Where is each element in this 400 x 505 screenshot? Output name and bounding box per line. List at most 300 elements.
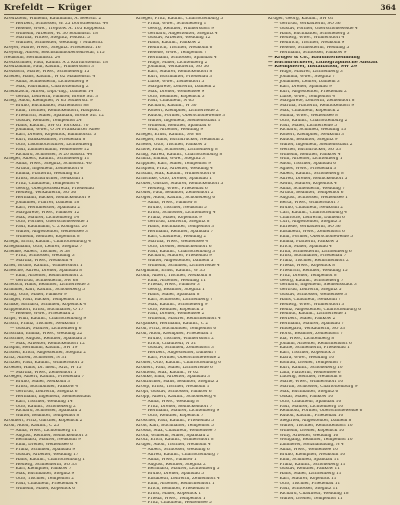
directory-entry: — Gustav, Maurer, Lichtenberg 6 [10, 327, 82, 331]
directory-entry: — Klara, Wwe., Wedding 10 [274, 356, 335, 361]
directory-entry: — Paul, Chauffeur, Friedenau 4 [10, 482, 78, 486]
directory-entry: — Frieda, Wwe., Köpenick 8 [274, 264, 335, 269]
directory-entry: — Hermann, Rentner, Spandau 7 [142, 230, 214, 235]
directory-entry: — Ernst, Maler, Köpenick 1 [142, 491, 202, 496]
directory-entry: — Luise, Wwe., Zehlendorf 5 [142, 79, 205, 84]
directory-entry: — Heinz, Angestellter, Charlottenburg 6 [274, 307, 361, 312]
directory-entry: Krippendorf, Ernst, Buchhalter, O 17 [4, 307, 84, 312]
directory-entry: — Erich, Beamter, Friedenau 8 [142, 486, 209, 491]
directory-entry: — Erna, Schneiderin, Lichtenberg 6 [274, 249, 352, 254]
directory-entry: — Willi, Arbeiter, Lichtenberg 1 [274, 157, 343, 162]
directory-entry: — August, Schlosser, Weißensee 1 [274, 196, 348, 201]
directory-entry: — Wilhelm, Dreher, Köpenick 10 [274, 428, 345, 433]
directory-entry: — Otto, Lokomotivführer, Lichtenberg [10, 142, 93, 147]
directory-entry: — August, Rentner, Reinickendorf 3 [10, 433, 88, 438]
directory-entry: — Georg, Beamter, Steglitz 1 [142, 288, 205, 293]
directory-entry: — Adolf, Tischler, Spandau 6 [274, 162, 337, 167]
directory-entry: — Otto, Chauffeur, Spandau 10 [274, 399, 342, 404]
directory-entry: — Walter, Beamter, Tempelhof 8 [10, 414, 80, 419]
directory-entry: — Minna, Wwe., Weißensee 8 [274, 113, 338, 118]
directory-entry: — Gerda, Lehrerin, Pankow, Breite Str. 3 [10, 94, 99, 99]
directory-entry: — Werner, Buchdrucker, SO 33 [274, 147, 342, 152]
directory-entry: — Karl, Schlosser, Lichtenberg 7 [142, 297, 213, 302]
directory-entry: — Paul, Kaufm., Charlottenburg 3 [142, 249, 216, 254]
directory-entry: — Luise, Wwe., Tempelhof 4 [274, 94, 336, 99]
directory-entry: — Marie, Wwe., Wilmersdorf 10 [274, 380, 344, 385]
directory-entry: — Hermann, Maurer, Spandau 7 [274, 322, 344, 327]
directory-entry: — August, Rentner, Steglitz 2 [142, 462, 206, 467]
directory-entry: Kriegsmann, Otto, Lehrer, Steglitz 7 [4, 244, 83, 249]
directory-entry: — Emil, Former, Oberschöneweide 5 [274, 234, 353, 239]
directory-entry: — Elisabeth, Wwe., Zehlendorf 6 [274, 230, 345, 235]
directory-entry: Kropp, Albert, Kaufm., Schöneberg 4 [136, 394, 216, 399]
directory-entry: — Otto, Beamter, Köpenick 3 [142, 94, 205, 99]
directory-entry: — Agnes, Wwe., Friedenau 3 [274, 167, 337, 172]
directory-entry: — Alfred, Kaufm., Charlottenburg 7 [142, 452, 220, 457]
directory-entry: — Konrad, Dreher, Tempelhof 7 [274, 360, 342, 365]
directory-entry: — Wilhelm, Rentner, Spandau 6 [142, 123, 211, 128]
directory-entry: — Hans, Kaufm., SW 61 Yorckstr. 70 [10, 123, 89, 128]
directory-entry: — Gertrud, Lehrerin, Steglitz 8 [142, 220, 210, 225]
directory-entry: Kroeger, Albert, Kaufm., Friedenau 7 [4, 375, 85, 380]
directory-entry: — Oskar, Maler, Pankow 10 [274, 394, 334, 399]
directory-entry: — Otto, Former, Oberschöneweide 1 [10, 220, 89, 225]
directory-entry: Kröber, Gustav, Maurer, Reinickendorf 5 [136, 181, 224, 186]
directory-entry: — Buchdruckerei, Lithographische Anstalt [268, 60, 378, 65]
directory-entry: — Erich, Chauffeur, N 31 [142, 341, 197, 346]
directory-entry: — Hermann, Schlosser, Spandau 4 [142, 55, 217, 60]
directory-entry: Krieg, Adolf, Klempner, N 65 Müllerstr. 9 [4, 99, 93, 104]
directory-entry: Krienke, Albert, Tischler, N 58 [4, 249, 70, 254]
directory-entry: — Anna, Schneiderin, Lichtenberg 9 [10, 79, 89, 84]
directory-entry: — Karl, Maurer, Köpenick 11 [274, 477, 337, 482]
directory-entry: — Ernst, Schlosser, Lichtenberg 4 [142, 210, 216, 215]
directory-entry: — Gertrud, Verkäuferin, SO 36 [274, 21, 341, 26]
directory-entry: — Paul, Kaufmann, C 2 Königstr. 20 [10, 225, 88, 230]
directory-entry: — Helene, Wwe., Treptow. A. 105 Koppelstr. [10, 26, 106, 31]
directory-entry: — Hans, Kaufm., Charlottenburg 1 [10, 457, 85, 462]
directory-entry: — Martin, Schlosser, Charlottenburg 9 [274, 385, 358, 390]
directory-entry: — Bruno, Maler, Neukölln 3 [10, 380, 71, 385]
directory-entry: — Arthur, Beamter, Tempelhof 6 [274, 191, 344, 196]
directory-entry: Krohn, Albert, Tischler, Neukölln 8 [136, 273, 212, 278]
column-right [268, 17, 396, 504]
directory-entry: — Gustav, Arbeiter, Wedding 12 [142, 36, 211, 41]
directory-entry: — Hedwig, Wwe., Friedenau 6 [142, 186, 208, 191]
directory-entry: — Hans, Buchhalter, Schöneberg 3 [274, 31, 350, 36]
directory-entry: — Bruno, Tischler, Neukölln 5 [142, 205, 207, 210]
directory-entry: — Alwin, Maurer, Köpenick 4 [274, 181, 337, 186]
directory-entry: — Margarete, Lehrerin, Zehlendorf 8 [274, 99, 355, 104]
directory-entry: Krönert, Paul, Maler, Lichterfelde 6 [136, 365, 213, 370]
directory-entry: — Gustav, Schmied, Zehlendorf 3 [142, 346, 214, 351]
directory-entry: Kropf, Gustav, Schlosser, Pankow 6 [136, 389, 212, 394]
directory-entry: — Anna, Wwe., Wedding 8 [142, 399, 199, 404]
directory-entry: Kriesel, Otto, Tischler, Pankow 5 [136, 142, 207, 147]
directory-entry: Krimmel, Karl, Kaufm., Schöneberg 5 [4, 288, 85, 293]
page-header [4, 2, 396, 15]
directory-entry: — Karl, Tischler, Köpenick 3 [274, 351, 335, 356]
directory-entry: — Richard, Schlosser, Spandau 5 [10, 409, 82, 414]
directory-entry: — Gustav, Arbeiter, Wedding 17 [10, 452, 79, 457]
directory-entry: — Karl, Former, Oberschöneweide 2 [142, 356, 221, 361]
directory-entry: — Heinrich, Tischler, Neukölln 9 [274, 41, 345, 46]
directory-entry: — Anna, Wwe., Lichtenberg 11 [10, 428, 77, 433]
directory-entry: Kreutzfeld, Wilhelm, Kaufmann, A. Beerstr. 2 [4, 17, 102, 21]
directory-entry: — Otto, Tischler, Tempelhof 2 [10, 477, 74, 482]
directory-entry: Krödel, Paul, Beamter, Zehlendorf 2 [136, 191, 214, 196]
directory-entry: — Karl, Tischler, Wedding 14 [10, 399, 73, 404]
directory-entry: Kriegel, Ernst, Kaufm., SW 68 [136, 133, 201, 138]
directory-entry: — Max, Chauffeur, Köpenick 2 [274, 109, 340, 114]
directory-entry: — Käthe, Schneiderin, Friedenau 1 [274, 346, 350, 351]
directory-entry: — Friedrich, Maler, Spandau, Breite Str. 12 [10, 113, 104, 118]
directory-entry: Kroth, Wilhelm, Maler, Spandau 2 [136, 433, 210, 438]
directory-entry: — Robert, Klempner, Neukölln 3 [274, 133, 344, 138]
directory-entry: — Max, Buchhalter, Steglitz 6 [274, 389, 339, 394]
directory-entry: — Gustav, Rentner, Pankow 11 [274, 467, 340, 472]
directory-entry: Kröhnert, Fritz, Gärtner, Köpenick 2 [4, 419, 83, 424]
directory-entry: — Hedwig, Verkäuferin, SO 36 [10, 191, 77, 196]
directory-entry: — Frida, Wwe., Schöneberg 1 [142, 21, 207, 26]
directory-entry: — Hans, Buchhalter, Tempelhof 3 [142, 225, 215, 230]
directory-entry: Kronfeld, Max, Kaufm., W 62 [136, 370, 199, 375]
directory-entry: — Richard, Chauffeur, Wedding 18 [274, 491, 349, 496]
directory-entry: — Rudolf, Beamter, Steglitz 9 [274, 138, 338, 143]
directory-entry: — Richard, Schlosser, N 20 Badstr. 44 [10, 152, 93, 157]
directory-entry: Krojanker, Hermann, Kaufm., C 2 [136, 322, 209, 327]
directory-entry: — Paul, Zimmermann, Weißensee 12 [10, 147, 90, 152]
directory-entry: Krisch, Franz, Tischler, Neukölln 7 [4, 322, 80, 327]
directory-entry: — Emil, Arbeiter, Reinickendorf 1 [142, 482, 215, 486]
directory-entry: — Herbert, Schlosser, W. 25 Dorotheenstr. 44 [10, 21, 109, 26]
directory-entry: Krischan, Emma, Wwe., Wedding 22 [4, 331, 83, 336]
directory-entry: — Gustav, Schlosser, Weißensee 3 [274, 293, 348, 298]
directory-entry: — Wilhelm, Maler, Köpenick 6 [10, 486, 75, 491]
directory-entry: — Zimmerei, Holzhandlung, N 4 [274, 443, 344, 448]
directory-entry: — Willi, Arbeiter, Wedding 9 [142, 128, 204, 133]
directory-entry: — Hermann, Bäcker, Reinickendorf 9 [10, 196, 91, 201]
directory-entry: Kroschel, Paul, Kaufm., Friedenau 5 [136, 419, 214, 424]
directory-entry: — Hans, Chauffeur, Neukölln 7 [274, 297, 341, 302]
directory-entry: Kroop, Ernst, Tischler, Neukölln 1 [136, 385, 210, 390]
directory-entry: — Wilhelm, Schmied, Lichterfelde 4 [142, 264, 220, 269]
directory-entry: Kring, Otto, Maler, Pankow 9 [4, 293, 67, 298]
directory-entry: — Ernst, Buchbinder, Pankow 4 [10, 385, 79, 390]
directory-entry: — Franz, Schmied, Spandau 9 [10, 448, 76, 453]
directory-entry: Krossa, Max, Chauffeur, Weißensee 7 [136, 428, 217, 433]
directory-entry: — Otto, Dreher, Reinickendorf 6 [142, 244, 212, 249]
directory-entry: Kreyer, Marie, Wwe., Steglitz. Friedenstr. 16 [4, 46, 101, 51]
directory-entry: — Emil, Schmied, Spandau 11 [274, 457, 340, 462]
directory-entry: — Charlotte, Lehrerin, Dahlem 6 [274, 215, 345, 220]
directory-entry: — Anna, Wwe., Pankow 1 [142, 457, 197, 462]
directory-entry: Kritzler, Paul, Kaufm., Wilmersdorf 5 [4, 360, 84, 365]
directory-entry: — Richard, Kaufm., W 30 [142, 104, 197, 109]
directory-entry: Kröger, Adolf, Kaufm., Schöneberg 6 [136, 196, 216, 201]
directory-entry: — Bruno, Klempner, Neukölln 10 [274, 452, 346, 457]
directory-entry: — Otto, Rentner, Köpenick 7 [142, 414, 204, 419]
directory-entry: Neukölln, Hermannstr. 24 [4, 55, 61, 60]
directory-entry: — Paul, Maler, Lichterfelde 5 [274, 123, 337, 128]
directory-entry: — Rudolf, Former, Oberschöneweide 3 [142, 113, 226, 118]
directory-entry: — Hans, Maler, Spandau 8 [142, 293, 200, 298]
directory-entry: — Emil, Dreher, Weißensee 6 [10, 443, 73, 448]
directory-entry: — Erich, Maler, Spandau 4 [274, 244, 332, 249]
directory-entry: — Fritz, Chauffeur, Weißensee 5 [142, 501, 212, 504]
directory-entry: — Paul, Schlosser, Steglitz 11 [274, 486, 338, 491]
directory-entry: — Albert, Schlosser, Wedding 6 [142, 448, 210, 453]
directory-entry: — Johanna, Wwe., Steglitz 7 [274, 75, 335, 80]
directory-entry: — Franz, Kaufm., Schöneberg 11 [274, 462, 346, 467]
directory-entry: — Anna, Wwe., Weißensee 10 [274, 448, 338, 453]
directory-entry: Krüger, Georg, Kaufm., SW 61 [268, 17, 334, 21]
column-left [4, 17, 132, 504]
directory-entry: Krispin, Hermann, Kaufm., SW 19 [4, 346, 78, 351]
directory-entry: — Martha, Wwe., Neukölln 4 [10, 259, 73, 264]
directory-entry: — Max, Kaufm., Schöneberg 9 [142, 302, 208, 307]
directory-entry: — Franz, Tischler, Reinickendorf 2 [274, 259, 349, 264]
directory-entry: Kristen, Erich, Angestellter, Steglitz 2 [4, 351, 86, 356]
directory-entry: — Emil, Arbeiter, Wedding 11 [142, 278, 206, 283]
directory-entry: — Margarete, Lehrerin, Dahlem 2 [142, 84, 216, 89]
directory-entry: — Ernst, Buchhalter, Friedenau 7 [274, 254, 347, 259]
directory-entry: — Otto, Rentner, Köpenick 5 [142, 307, 204, 312]
directory-entry: Kronke, Emil, Arbeiter, Spandau 3 [136, 375, 210, 380]
directory-entry: — Walter, Ingenieur, Siemensstadt 2 [274, 142, 353, 147]
directory-entry: — Arthur, Ingenieur, Zehlendorf 6 [10, 167, 84, 172]
directory-entry: — Ludwig, Rentner, Neukölln 8 [274, 375, 342, 380]
directory-entry: — Robert, Klempner, Lichterfelde 2 [142, 109, 219, 114]
directory-entry: — Herbert, Angestellter, Dahlem 7 [142, 351, 217, 356]
directory-entry: Kreyssig, Alfred, Reichsbahnobersekretär, 115 [4, 50, 105, 55]
directory-entry: — Kurt, Buchhalter, Friedenau 3 [142, 75, 213, 80]
directory-entry: — Gertrud, Schneiderin, SW 68 [10, 278, 79, 283]
directory-entry: — Hermann, Ingenieur, Siemensstadt [10, 394, 91, 399]
directory-entry: — Hans, Kaufm., Pankow 2 [142, 41, 201, 46]
directory-entry: — Paul, Maurer, Lichtenberg 10 [274, 404, 344, 409]
directory-entry: Kristan, Max, Kaufm., Wilmersdorf 6 [136, 172, 216, 176]
directory-entry: Kroeber, Hans, Dr. med., Arzt, W 15 [4, 365, 82, 370]
directory-entry: — Emil, Tischler, Reinickendorf, Hauptstr. [10, 109, 101, 114]
directory-entry: Kritz, Alfred, Schlosser, N 31 [4, 356, 67, 361]
directory-entry: — Fritz, Dreher, Reinickendorf 7 [142, 404, 213, 409]
directory-entry: — Frieda, Wwe., Pankow 3 [142, 283, 200, 288]
directory-entry: — Gustav, Former, Oberschöneweide 4 [274, 26, 358, 31]
directory-entry: Kroll, Adolf, Klempner, Friedenau 1 [136, 331, 213, 336]
directory-entry: — Krüger & Co., Bauunternehmung [268, 55, 360, 60]
directory-entry: — Johannes, Pfarrer, Dahlem 18 [10, 201, 80, 206]
page-number: 364 [380, 3, 396, 12]
directory-entry: Kriebel, Hans, Kaufm., W 62 Maaßenstr. 4 [4, 75, 96, 80]
directory-entry: — Bruno, Tischler, Wilmersdorf 2 [142, 336, 214, 341]
directory-entry: — Berta, Wwe., Wilmersdorf 7 [274, 201, 340, 206]
directory-entry: — Emma, Plätterin, Wedding 65 [10, 172, 80, 176]
directory-entry: Kreutzmann, Paul, Kaufm., Wilmersdorf 3 [4, 65, 94, 70]
directory-entry: Kronzucker, Hans, Beamter, Steglitz 5 [136, 380, 219, 385]
directory-entry: — Lina, Plätterin, Weißensee 6 [274, 370, 341, 375]
directory-entry: — Otto, Tischler, Friedenau 11 [274, 482, 341, 486]
directory-entry: — Franz, Maler, Köpenick 9 [142, 215, 202, 220]
directory-entry: — Max, Buchhalter, Steglitz 9 [10, 472, 75, 477]
directory-entry: — Helene, Wwe., Tempelhof 7 [142, 50, 207, 55]
directory-entry: Kröll, Fritz, Buchbinder, Tempelhof 6 [136, 327, 217, 331]
directory-entry: Kriegk, Erich, Kaufm., Charlottenburg 4 [4, 239, 91, 244]
directory-entry: — Paul, Dreher, Weißensee 2 [142, 312, 205, 317]
directory-entry: — Elisabeth, Lehrerin, Zehlendorf 4 [142, 477, 220, 482]
directory-entry: — Ernst, Buchdrucker, Neukölln 1 [10, 176, 84, 181]
column-middle [136, 17, 264, 504]
directory-entry: — Emil, Arbeiter, Reinickendorf 2 [10, 273, 83, 278]
directory-entry: — Friedrich, Rentner, Wedding 15 [274, 268, 348, 273]
directory-entry: — Hedwig, Schneiderin, SO 33 [10, 462, 77, 467]
directory-entry: — Walter, Dreher, Tempelhof 11 [274, 496, 343, 501]
directory-entry: — Heinrich, Tischler, Neukölln 6 [142, 46, 213, 51]
directory-entry: — Karl, Chauffeur, Wedding 2 [142, 234, 207, 239]
directory-entry: — Curt, Angestellter, Steglitz 3 [274, 220, 342, 225]
directory-entry: — Anna, Schneiderin, Wedding 7 [274, 186, 345, 191]
directory-entry: — Kurt, Kaufm., Schöneberg 10 [274, 365, 343, 370]
directory-entry: — Herbert, Maler, Pankow 2 [274, 317, 336, 322]
directory-entry: — Hans, Maler, Lichtenberg 11 [274, 472, 342, 477]
directory-entry: — Walter, Angestellter, Dahlem 5 [142, 259, 214, 264]
running-head: Krefeldt — Krüger [4, 2, 92, 12]
directory-entry: — Bernhard, Maurer, Lichtenberg 5 [142, 467, 220, 472]
directory-entry: — Fritz, Schlosser, Wedding 3 [10, 254, 75, 259]
directory-entry: Krüger, Adolf, Tischler, Neukölln 4 [136, 443, 211, 448]
directory-entry: — Martha, Witwe, Steglitz, Feldstr. 5 [10, 36, 90, 41]
directory-entry: — Gertrud, Lehrerin, Steglitz 6 [10, 389, 78, 394]
directory-entry: — Max, Fabrikant, Charlottenburg 2 [10, 84, 89, 89]
directory-entry: — Hildegard, Verkäuferin, SO 33 [274, 327, 346, 331]
directory-entry: Krezdorn, Marie, Wwe., Schöneberg 15 [4, 70, 90, 75]
directory-entry: Krischke, August, Rentner, Spandau 3 [4, 336, 87, 341]
directory-entry: — Fritz, Dreher, Tempelhof 8 [274, 273, 337, 278]
directory-entry: — Hermann, Maurer, Lichtenberg 9 [142, 409, 220, 414]
directory-entry: — Paul, Chauffeur, N 65 [142, 99, 194, 104]
directory-entry: — Johanna, Verkäuferin, SO 36 [142, 65, 209, 70]
directory-entry: Kroß, Karl, Buchhalter, Tempelhof 5 [136, 423, 214, 428]
directory-entry: — Otto, Kaufm., Charlottenburg 2 [274, 118, 348, 123]
directory-entry: — Kurt, Bankbeamter, Friedenau 8 [10, 138, 86, 143]
directory-entry: Kriegler, Hans, Buchdrucker, Neukölln 2 [136, 138, 224, 143]
entry-columns [4, 17, 396, 504]
directory-entry: Krispien, Fritz, Arbeiter, Wedding 4 [136, 167, 213, 172]
directory-entry: Krötz, Erich, Kaufm., Wilmersdorf 8 [136, 438, 214, 443]
directory-entry: — Hedwig, Wwe., Wilmersdorf 3 [274, 302, 345, 307]
directory-entry: — Walter, Tischler, Reinickendorf 10 [274, 423, 353, 428]
directory-entry: — Max, Arbeiter, Reinickendorf 12 [10, 341, 85, 346]
directory-entry: — Richard, Schmied, Wedding 13 [274, 128, 347, 133]
directory-entry: — Carl, Kaufm., Charlottenburg 4 [274, 210, 347, 215]
directory-entry: — Walter, Ingenieur, Siemensstadt 1 [142, 118, 221, 123]
directory-entry: — Hedwig, Wwe., Wilmersdorf 4 [274, 36, 345, 41]
directory-entry: Kringel, Paul, Bäcker, Tempelhof 11 [4, 297, 82, 302]
directory-entry: — Emma, Plätterin, Pankow 5 [274, 239, 339, 244]
directory-entry: — Ida, Wwe., Lichtenberg 8 [274, 336, 335, 341]
directory-entry: — Gerhard, Angestellter, Steglitz 4 [142, 31, 218, 36]
directory-entry: Kriesche, Alfred, Dreher, Spandau 8 [4, 268, 82, 273]
directory-entry: — Rudolf, Kaufm., Friedenau 10 [274, 414, 344, 419]
directory-entry: — Klempnerei, Installation, SW 29 [268, 65, 358, 70]
directory-entry: — Helene, Schneiderin, Wedding 5 [274, 46, 350, 51]
directory-entry: — Alfred, Dreher, Reinickendorf 5 [274, 176, 348, 181]
directory-entry: Krinke, Richard, Schmied, Köpenick 4 [4, 302, 87, 307]
directory-entry: Krieger, Fritz, Kaufm., Charlottenburg 5 [136, 17, 224, 21]
directory-entry: Kretzschmer, Paul, Kaufm. A 2 Kurfürstenstr. 18 [4, 60, 108, 65]
directory-entry: — Bruno, Dreher, Spandau 5 [142, 472, 204, 477]
directory-entry: Kriebitzsch, Alfred, Dipl.-Ing., Dahlem 14 [4, 89, 94, 94]
directory-entry: — Max, Dreher, Weißensee 9 [142, 89, 205, 94]
directory-entry: — Karl, Klempner, Pankow 7 [10, 467, 72, 472]
directory-entry: — Margarete, Wwe., Pankow 12 [10, 210, 80, 215]
directory-entry: — Reinhold, Former, Oberschöneweide 6 [274, 409, 363, 414]
directory-entry: — Johanna, Wwe., O 34 Frankfurter Allee [10, 128, 100, 133]
directory-entry: — Wilhelm, Maurer, Reinickendorf 4 [142, 317, 221, 322]
directory-entry: — Hermann, Schlosser, Pankow 9 [274, 50, 347, 55]
directory-entry: — Johannes, Lehrer, Dahlem 3 [274, 79, 340, 84]
directory-entry: — Karl, Werkmeister, Spandau 2 [10, 205, 81, 210]
directory-entry: — Georg, Oberpostsekretär, Friedenau [10, 186, 94, 191]
directory-entry: — Fritz, Chauffeur, Tempelhof 4 [10, 181, 79, 186]
directory-entry: — Wilhelm, Rentner, Köpenick 8 [10, 234, 80, 239]
directory-entry: — Bernhard, Maurer, Neukölln 9 [10, 438, 81, 443]
directory-entry: — Martha, Wwe., Zehlendorf 1 [10, 370, 77, 375]
directory-entry: Kroll, Adolf, Kaufm., C 25 [4, 423, 60, 428]
directory-entry: — Siegfried, Angestellter, Dahlem 8 [274, 419, 352, 424]
directory-entry: — Willy, Arbeiter, Wedding 16 [274, 433, 339, 438]
directory-entry: Krips, Willi, Kaufm., Charlottenburg 9 [4, 317, 87, 322]
directory-entry: — Hugo, Maler, Lichtenberg 2 [142, 60, 208, 65]
directory-entry: — Max, Maurer, Lichtenberg 14 [10, 215, 80, 220]
directory-entry: — Wilhelm, Rentner, Pankow 4 [274, 152, 341, 157]
directory-entry: Krieger, Albert, Kaufm., Schöneberg 11 [4, 157, 90, 162]
directory-entry: — Horst, Beamter, Zehlendorf 7 [274, 331, 343, 336]
directory-entry: — Hugo, Maurer, Lichtenberg 3 [274, 70, 343, 75]
directory-entry: Kroner, Otto, Kaufm., Charlottenburg 6 [136, 360, 221, 365]
directory-entry: — Anna, Wwe., Steglitz, Schloßstr. 40 [10, 162, 92, 167]
directory-entry: — Martha, Wwe., Weißensee 4 [142, 239, 209, 244]
directory-entry: — Elfriede, Verkäuferin, SO 36 [274, 225, 341, 230]
directory-entry: — Helene, Wwe., Friedenau 2 [10, 312, 75, 317]
directory-entry: Kring, Alfred, Kaufm., Charlottenburg 8 [136, 152, 223, 157]
directory-entry: — Walter, Angestellter, Weißensee 3 [10, 230, 88, 235]
directory-entry: — Karl, Dreher, Spandau 9 [274, 84, 332, 89]
directory-entry: — Anna, Wwe., Pankow 8 [142, 201, 197, 206]
directory-entry: — Wilhelm, Arbeiter, W. 30 Rolandstr. 18 [10, 31, 98, 36]
directory-entry: — Helmut, Kaufm., Lichterfelde 1 [274, 312, 347, 317]
directory-entry: — Frieda, Wwe., Tempelhof 1 [142, 496, 206, 501]
directory-entry: — Gustav, Rentner, Tempelhof 24 [10, 118, 82, 123]
directory-entry: — Martha, Plätterin, Reinickendorf 9 [274, 104, 355, 109]
directory-entry: Kritschke, Otto, Dreher, Spandau 1 [136, 176, 212, 181]
directory-entry: — Kurt, Angestellter, Friedenau 2 [274, 89, 347, 94]
directory-entry: — Bruno, Chauffeur, Neukölln 2 [274, 205, 343, 210]
directory-entry: — Johann, Arbeiter, Reinickendorf 6 [274, 341, 352, 346]
directory-entry: — Wolfgang, Beamter, Tempelhof 10 [274, 438, 353, 443]
directory-entry: Krilow, Paul, Schlosser, Lichtenberg 8 [136, 147, 218, 152]
directory-entry: — Georg, Rentner, Wilmersdorf 9 [142, 26, 214, 31]
directory-entry: — Gerhard, Ingenieur, Siemensstadt 3 [274, 283, 357, 288]
directory-entry: — Bruno, Buchhalter, Mariendorf 88 [10, 104, 89, 109]
directory-entry: — Richard, Maurer, Friedenau 9 [142, 254, 212, 259]
directory-entry: Krinitz, Emma, Wwe., Steglitz 3 [136, 157, 205, 162]
directory-entry: — Karl, Dreher, Köpenick, Bahnhofstr. 3 [10, 133, 97, 138]
directory-entry: — Otto, Kaufm., Schöneberg 2 [10, 404, 76, 409]
directory-entry: Krogmann, Ernst, Kaufm., W 35 [136, 268, 205, 273]
directory-entry: — Georg, Kaufm., Schöneberg 7 [274, 278, 344, 283]
directory-entry: — Albert, Kaufm., Schöneberg 8 [274, 172, 344, 176]
